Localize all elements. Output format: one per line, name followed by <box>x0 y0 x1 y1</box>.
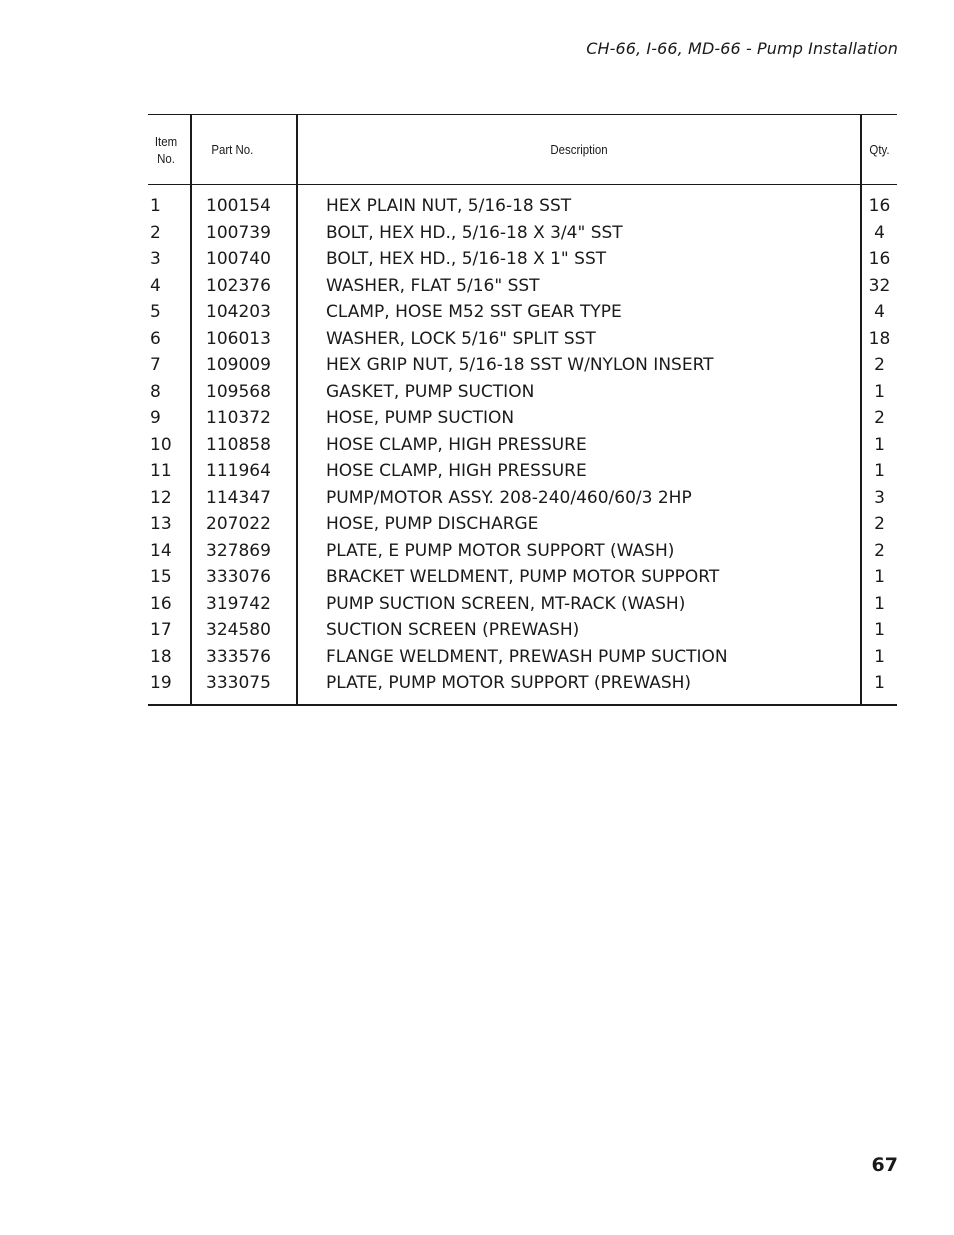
part-no-cell: 100154 <box>206 196 271 216</box>
description-cell: PUMP/MOTOR ASSY. 208-240/460/60/3 2HP <box>326 487 692 508</box>
part-no-cell: 109009 <box>206 355 271 375</box>
description-cell: HOSE, PUMP SUCTION <box>326 408 515 428</box>
table-header-row <box>148 115 897 185</box>
table-row <box>148 485 897 512</box>
qty-cell: 16 <box>868 196 891 216</box>
item-no-cell: 13 <box>150 514 172 534</box>
description-cell: BOLT, HEX HD., 5/16-18 X 3/4" SST <box>326 222 623 243</box>
table-row <box>148 458 897 485</box>
item-no-cell: 16 <box>150 593 172 614</box>
qty-cell: 3 <box>874 487 885 508</box>
item-no-cell: 8 <box>150 381 161 402</box>
part-no-cell: 100740 <box>206 249 271 269</box>
table-row <box>148 511 897 538</box>
description-cell: PUMP SUCTION SCREEN, MT-RACK (WASH) <box>326 593 686 614</box>
item-no-cell: 14 <box>150 540 172 561</box>
table-row <box>148 564 897 591</box>
item-no-cell: 12 <box>150 487 172 508</box>
part-no-cell: 333075 <box>206 673 271 693</box>
part-no-cell: 109568 <box>206 381 271 402</box>
part-no-cell: 319742 <box>206 593 271 614</box>
description-cell: HEX GRIP NUT, 5/16-18 SST W/NYLON INSERT <box>326 355 714 375</box>
part-no-cell: 324580 <box>206 620 271 640</box>
qty-cell: 1 <box>874 593 885 614</box>
description-cell: CLAMP, HOSE M52 SST GEAR TYPE <box>326 302 622 322</box>
item-no-cell: 3 <box>150 249 161 269</box>
qty-cell: 2 <box>874 408 885 428</box>
table-row <box>148 591 897 618</box>
qty-cell: 2 <box>874 540 885 561</box>
table-body <box>148 193 897 697</box>
qty-cell: 18 <box>868 328 891 349</box>
qty-cell: 1 <box>874 673 885 693</box>
item-no-cell: 1 <box>150 196 161 216</box>
part-no-cell: 110372 <box>206 408 271 428</box>
description-cell: BOLT, HEX HD., 5/16-18 X 1" SST <box>326 249 607 269</box>
qty-cell: 1 <box>874 567 885 587</box>
qty-cell: 1 <box>874 434 885 455</box>
item-no-cell: 4 <box>150 275 161 296</box>
item-no-cell: 6 <box>150 328 161 349</box>
qty-cell: 1 <box>874 461 885 481</box>
qty-cell: 1 <box>874 620 885 640</box>
column-header-item-no: Item No. <box>154 133 178 166</box>
table-row <box>148 193 897 220</box>
part-no-cell: 100739 <box>206 222 271 243</box>
part-no-cell: 327869 <box>206 540 271 561</box>
qty-cell: 4 <box>874 302 885 322</box>
qty-cell: 1 <box>874 646 885 667</box>
item-no-cell: 11 <box>150 461 172 481</box>
table-row <box>148 538 897 565</box>
item-no-cell: 9 <box>150 408 161 428</box>
table-row <box>148 246 897 273</box>
table-row <box>148 220 897 247</box>
description-cell: HOSE, PUMP DISCHARGE <box>326 514 539 534</box>
qty-cell: 2 <box>874 355 885 375</box>
description-cell: WASHER, LOCK 5/16" SPLIT SST <box>326 328 596 349</box>
qty-cell: 1 <box>874 381 885 402</box>
description-cell: BRACKET WELDMENT, PUMP MOTOR SUPPORT <box>326 567 720 587</box>
item-no-cell: 19 <box>150 673 172 693</box>
parts-table <box>148 114 897 706</box>
item-no-cell: 10 <box>150 434 172 455</box>
table-row <box>148 405 897 432</box>
table-row <box>148 617 897 644</box>
description-cell: HOSE CLAMP, HIGH PRESSURE <box>326 461 587 481</box>
description-cell: PLATE, PUMP MOTOR SUPPORT (PREWASH) <box>326 673 692 693</box>
item-no-cell: 5 <box>150 302 161 322</box>
description-cell: HEX PLAIN NUT, 5/16-18 SST <box>326 196 572 216</box>
column-header-description: Description <box>550 142 608 157</box>
part-no-cell: 333076 <box>206 567 271 587</box>
description-cell: GASKET, PUMP SUCTION <box>326 381 535 402</box>
column-header-part-no: Part No. <box>211 142 254 157</box>
part-no-cell: 104203 <box>206 302 271 322</box>
qty-cell: 2 <box>874 514 885 534</box>
item-no-cell: 7 <box>150 355 161 375</box>
table-row <box>148 326 897 353</box>
table-row <box>148 273 897 300</box>
table-row <box>148 379 897 406</box>
item-no-cell: 15 <box>150 567 172 587</box>
item-no-cell: 2 <box>150 222 161 243</box>
table-row <box>148 299 897 326</box>
qty-cell: 16 <box>868 249 891 269</box>
running-header: CH-66, I-66, MD-66 - Pump Installation <box>586 39 898 58</box>
table-row <box>148 432 897 459</box>
description-cell: PLATE, E PUMP MOTOR SUPPORT (WASH) <box>326 540 675 561</box>
qty-cell: 4 <box>874 222 885 243</box>
column-header-qty: Qty. <box>869 142 890 157</box>
part-no-cell: 114347 <box>206 487 271 508</box>
part-no-cell: 207022 <box>206 514 271 534</box>
item-no-cell: 17 <box>150 620 172 640</box>
page-number: 67 <box>871 1154 898 1176</box>
table-row <box>148 644 897 671</box>
table-row <box>148 352 897 379</box>
part-no-cell: 106013 <box>206 328 271 349</box>
description-cell: SUCTION SCREEN (PREWASH) <box>326 620 580 640</box>
table-row <box>148 670 897 697</box>
item-no-cell: 18 <box>150 646 172 667</box>
description-cell: FLANGE WELDMENT, PREWASH PUMP SUCTION <box>326 646 728 667</box>
part-no-cell: 102376 <box>206 275 271 296</box>
description-cell: HOSE CLAMP, HIGH PRESSURE <box>326 434 587 455</box>
description-cell: WASHER, FLAT 5/16" SST <box>326 275 540 296</box>
qty-cell: 32 <box>868 275 891 296</box>
part-no-cell: 333576 <box>206 646 271 667</box>
part-no-cell: 111964 <box>206 461 271 481</box>
part-no-cell: 110858 <box>206 434 271 455</box>
